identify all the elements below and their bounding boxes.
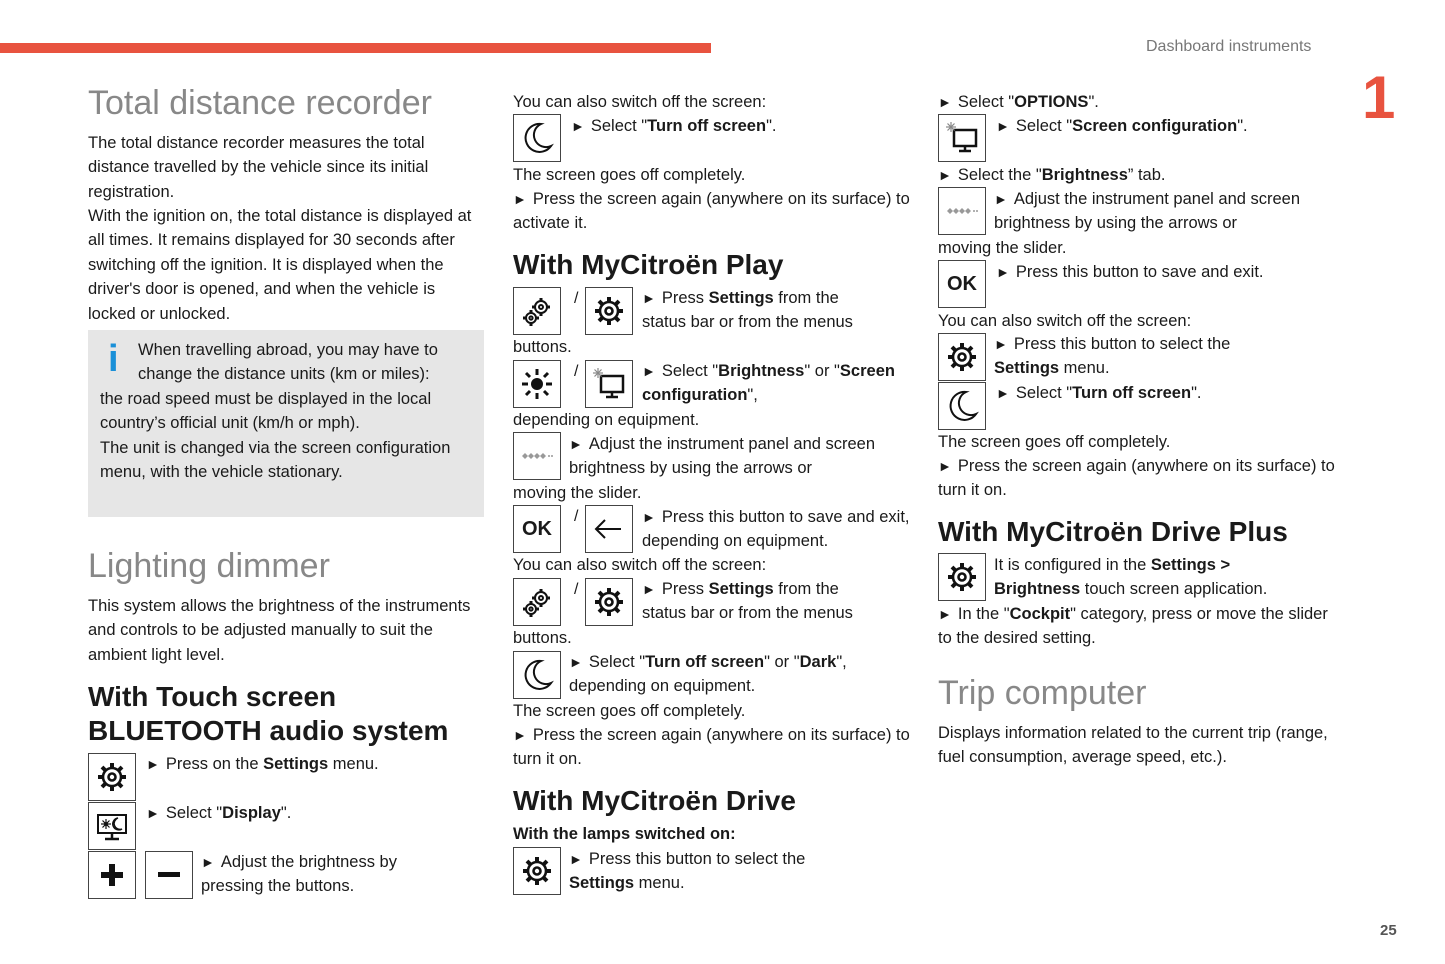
touch-screen-title: With Touch screen BLUETOOTH audio system: [88, 681, 449, 746]
play-switch-off-intro: You can also switch off the screen:: [513, 556, 767, 574]
mycitroen-play-title: With MyCitroën Play: [513, 249, 784, 280]
ok-button-icon: OK: [513, 505, 561, 553]
moon-icon: [513, 651, 561, 699]
brightness-tab-step: ► Select the "Brightness” tab.: [938, 166, 1166, 184]
plus-icon: [88, 851, 136, 899]
screen-config-icon: [938, 114, 986, 162]
play-step-1: ► Press Settings from the status bar or from the menus: [642, 289, 853, 332]
slash: /: [574, 363, 579, 380]
brightness-slider-icon: [938, 187, 986, 235]
options-step: ► Select "OPTIONS".: [938, 93, 1099, 111]
header-accent-bar: [0, 43, 711, 53]
play-step-4: ► Press this button to save and exit, depending on equipment.: [642, 508, 910, 551]
ok-button-icon: OK: [938, 260, 986, 308]
settings-step: ► Press this button to select the Settings menu.: [994, 335, 1231, 378]
press-again-text: ► Press the screen again (anywhere on its surface) to activate it.: [513, 190, 910, 233]
slash: /: [574, 581, 579, 598]
ts-step-1: ► Press on the Settings menu.: [146, 755, 379, 773]
drive-subtitle: With the lamps switched on:: [513, 825, 736, 843]
turn-off-step: ► Select "Turn off screen".: [996, 384, 1202, 402]
slash: /: [574, 508, 579, 525]
ok-step: ► Press this button to save and exit.: [996, 263, 1264, 281]
info-icon: i: [108, 338, 119, 380]
lighting-dimmer-title: Lighting dimmer: [88, 547, 330, 585]
mycitroen-drive-title: With MyCitroën Drive: [513, 785, 796, 816]
settings-gears-icon: [513, 287, 561, 335]
back-arrow-icon: [585, 505, 633, 553]
drive-plus-config: It is configured in the Settings > Brightness touch screen application.: [994, 556, 1268, 599]
adjust-step-cont: moving the slider.: [938, 239, 1067, 257]
switch-off-intro: You can also switch off the screen:: [513, 93, 767, 111]
switch-off-intro: You can also switch off the screen:: [938, 312, 1192, 330]
drive-step-1: ► Press this button to select the Settings menu.: [569, 850, 806, 893]
section-title: Dashboard instruments: [1146, 38, 1312, 55]
settings-gear-icon: [938, 553, 986, 601]
play-screen-off-text: The screen goes off completely.: [513, 702, 746, 720]
adjust-step: ► Adjust the instrument panel and screen brightness by using the arrows or: [994, 190, 1301, 233]
info-line-3: The unit is changed via the screen configuration menu, with the vehicle stationary.: [100, 438, 451, 482]
play-step-3: ► Adjust the instrument panel and screen brightness by using the arrows or: [569, 435, 876, 478]
screen-config-icon: [585, 360, 633, 408]
screen-off-text: The screen goes off completely.: [938, 433, 1171, 451]
trip-computer-paragraph: Displays information related to the current trip (range, fuel consumption, average speed, etc.).: [938, 724, 1328, 767]
play-step-2: ► Select "Brightness" or "Screen configuration",: [642, 362, 895, 405]
ts-step-3: ► Adjust the brightness by pressing the buttons.: [201, 853, 397, 896]
play-step-3-cont: moving the slider.: [513, 484, 642, 502]
play-step-2-cont: depending on equipment.: [513, 411, 700, 429]
mycitroen-drive-plus-title: With MyCitroën Drive Plus: [938, 516, 1288, 547]
brightness-sun-icon: [513, 360, 561, 408]
play-step-1-cont: buttons.: [513, 338, 572, 356]
settings-gear-icon: [585, 287, 633, 335]
info-box: [88, 330, 484, 517]
play-press-again-text: ► Press the screen again (anywhere on its surface) to turn it on.: [513, 726, 910, 769]
moon-icon: [513, 114, 561, 162]
slash: /: [574, 290, 579, 307]
settings-gear-icon: [513, 847, 561, 895]
settings-gear-icon: [88, 753, 136, 801]
info-line-1: When travelling abroad, you may have to change the distance units (km or miles):: [138, 341, 438, 384]
turn-off-step: ► Select "Turn off screen".: [571, 117, 777, 135]
trip-computer-title: Trip computer: [938, 674, 1147, 712]
page-number: 25: [1380, 922, 1397, 939]
play-step-6: ► Select "Turn off screen" or "Dark", depending on equipment.: [569, 653, 847, 696]
cockpit-step: ► In the "Cockpit" category, press or move the slider to the desired setting.: [938, 605, 1328, 648]
settings-gear-icon: [585, 578, 633, 626]
screen-off-text: The screen goes off completely.: [513, 166, 746, 184]
press-again-text: ► Press the screen again (anywhere on its surface) to turn it on.: [938, 457, 1335, 500]
settings-gear-icon: [938, 333, 986, 381]
settings-gears-icon: [513, 578, 561, 626]
info-line-2: the road speed must be displayed in the local country’s official unit (km/h or mph).: [100, 389, 432, 433]
lighting-dimmer-paragraph: This system allows the brightness of the instruments and controls to be adjusted manually to suit the ambient light level.: [88, 597, 471, 664]
ts-step-2: ► Select "Display".: [146, 804, 292, 822]
brightness-slider-icon: [513, 432, 561, 480]
tdr-paragraph-2: With the ignition on, the total distance is displayed at all times. It remains displayed for 30 seconds after switching off the ignition. It is displayed when the driver's door is opened, and when the vehicle is locked or unlocked.: [88, 207, 472, 323]
chapter-number: 1: [1362, 64, 1396, 131]
minus-icon: [145, 851, 193, 899]
total-distance-title: Total distance recorder: [88, 84, 432, 122]
tdr-paragraph-1: The total distance recorder measures the total distance travelled by the vehicle since its initial registration.: [88, 134, 429, 201]
display-icon: [88, 802, 136, 850]
play-step-5: ► Press Settings from the status bar or from the menus: [642, 580, 853, 623]
moon-icon: [938, 382, 986, 430]
screen-config-step: ► Select "Screen configuration".: [996, 117, 1248, 135]
play-step-5-cont: buttons.: [513, 629, 572, 647]
